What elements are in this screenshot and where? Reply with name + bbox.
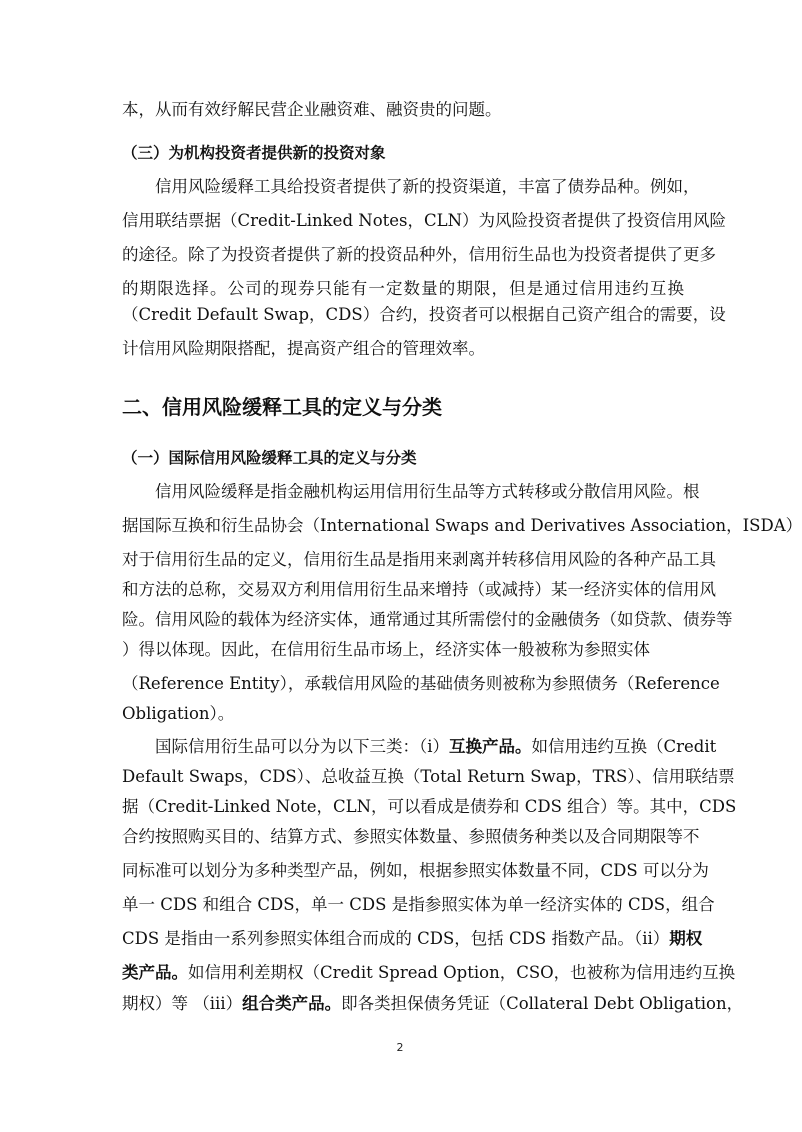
emphasis-option-products: 类产品。	[122, 963, 188, 982]
paragraph-line: 计信用风险期限搭配，提高资产组合的管理效率。	[122, 339, 485, 358]
paragraph-line: 同标准可以划分为多种类型产品，例如，根据参照实体数量不同，CDS 可以分为	[122, 861, 709, 880]
emphasis-combination-products: 组合类产品。	[242, 994, 342, 1013]
paragraph-line: 据国际互换和衍生品协会（International Swaps and Derivatives Association，ISDA）	[122, 516, 802, 535]
paragraph-line: （Credit Default Swap，CDS）合约，投资者可以根据自己资产组合的需要，设	[122, 305, 726, 324]
paragraph-line: 合约按照购买目的、结算方式、参照实体数量、参照债务种类以及合同期限等不	[122, 827, 700, 846]
paragraph-line: 对于信用衍生品的定义，信用衍生品是指用来剥离并转移信用风险的各种产品工具	[122, 550, 716, 569]
paragraph-line: 的途径。除了为投资者提供了新的投资品种外，信用衍生品也为投资者提供了更多	[122, 245, 716, 264]
paragraph-line-mixed	[155, 737, 717, 757]
paragraph-line: 信用联结票据（Credit-Linked Notes，CLN）为风险投资者提供了投资信用风险	[122, 211, 727, 230]
text-run: 即各类担保债务凭证（Collateral Debt Obligation，	[341, 994, 744, 1013]
paragraph-line: 据（Credit-Linked Note，CLN，可以看成是债券和 CDS 组合）等。其中，CDS	[122, 797, 737, 816]
text-run: 期权）等 （ⅲ）	[122, 994, 243, 1013]
paragraph-line: Default Swaps，CDS）、总收益互换（Total Return Swap，TRS）、信用联结票	[122, 767, 735, 786]
text-run: 如信用违约互换（Credit	[531, 737, 717, 756]
section-heading-2: 二、信用风险缓释工具的定义与分类	[122, 395, 442, 419]
paragraph-line: 单一 CDS 和组合 CDS，单一 CDS 是指参照实体为单一经济实体的 CDS，组合	[122, 895, 715, 914]
paragraph-line-mixed	[122, 929, 703, 949]
text-run: 如信用利差期权（Credit Spread Option，CSO，也被称为信用违约互换	[188, 963, 736, 982]
section-heading-3: （三）为机构投资者提供新的投资对象	[122, 144, 386, 162]
paragraph-line: 和方法的总称，交易双方利用信用衍生品来增持（或减持）某一经济实体的信用风	[122, 580, 716, 599]
text-run: 国际信用衍生品可以分为以下三类：（i）	[155, 737, 450, 756]
paragraph-line: 信用风险缓释工具给投资者提供了新的投资渠道，丰富了债券品种。例如，	[155, 177, 700, 196]
emphasis-option: 期权	[669, 929, 703, 948]
text-run: CDS 是指由一系列参照实体组合而成的 CDS，包括 CDS 指数产品。（ii）	[122, 929, 670, 948]
paragraph-line: 信用风险缓释是指金融机构运用信用衍生品等方式转移或分散信用风险。根	[155, 482, 700, 501]
paragraph-line: ）得以体现。因此，在信用衍生品市场上，经济实体一般被称为参照实体	[122, 640, 650, 659]
paragraph-line: （Reference Entity），承载信用风险的基础债务则被称为参照债务（Reference	[122, 674, 720, 693]
page-number: 2	[396, 1041, 404, 1054]
paragraph-line: 险。信用风险的载体为经济实体，通常通过其所需偿付的金融债务（如贷款、债券等	[122, 610, 733, 629]
paragraph-line: Obligation）。	[122, 704, 235, 723]
paragraph-line-mixed	[122, 994, 744, 1014]
paragraph-line-mixed	[122, 963, 736, 983]
emphasis-swap-products: 互换产品。	[449, 737, 532, 756]
section-heading-3: （一）国际信用风险缓释工具的定义与分类	[122, 449, 417, 467]
paragraph-line: 本，从而有效纾解民营企业融资难、融资贵的问题。	[122, 100, 502, 119]
paragraph-line: 的期限选择。公司的现券只能有一定数量的期限，但是通过信用违约互换	[122, 279, 684, 298]
